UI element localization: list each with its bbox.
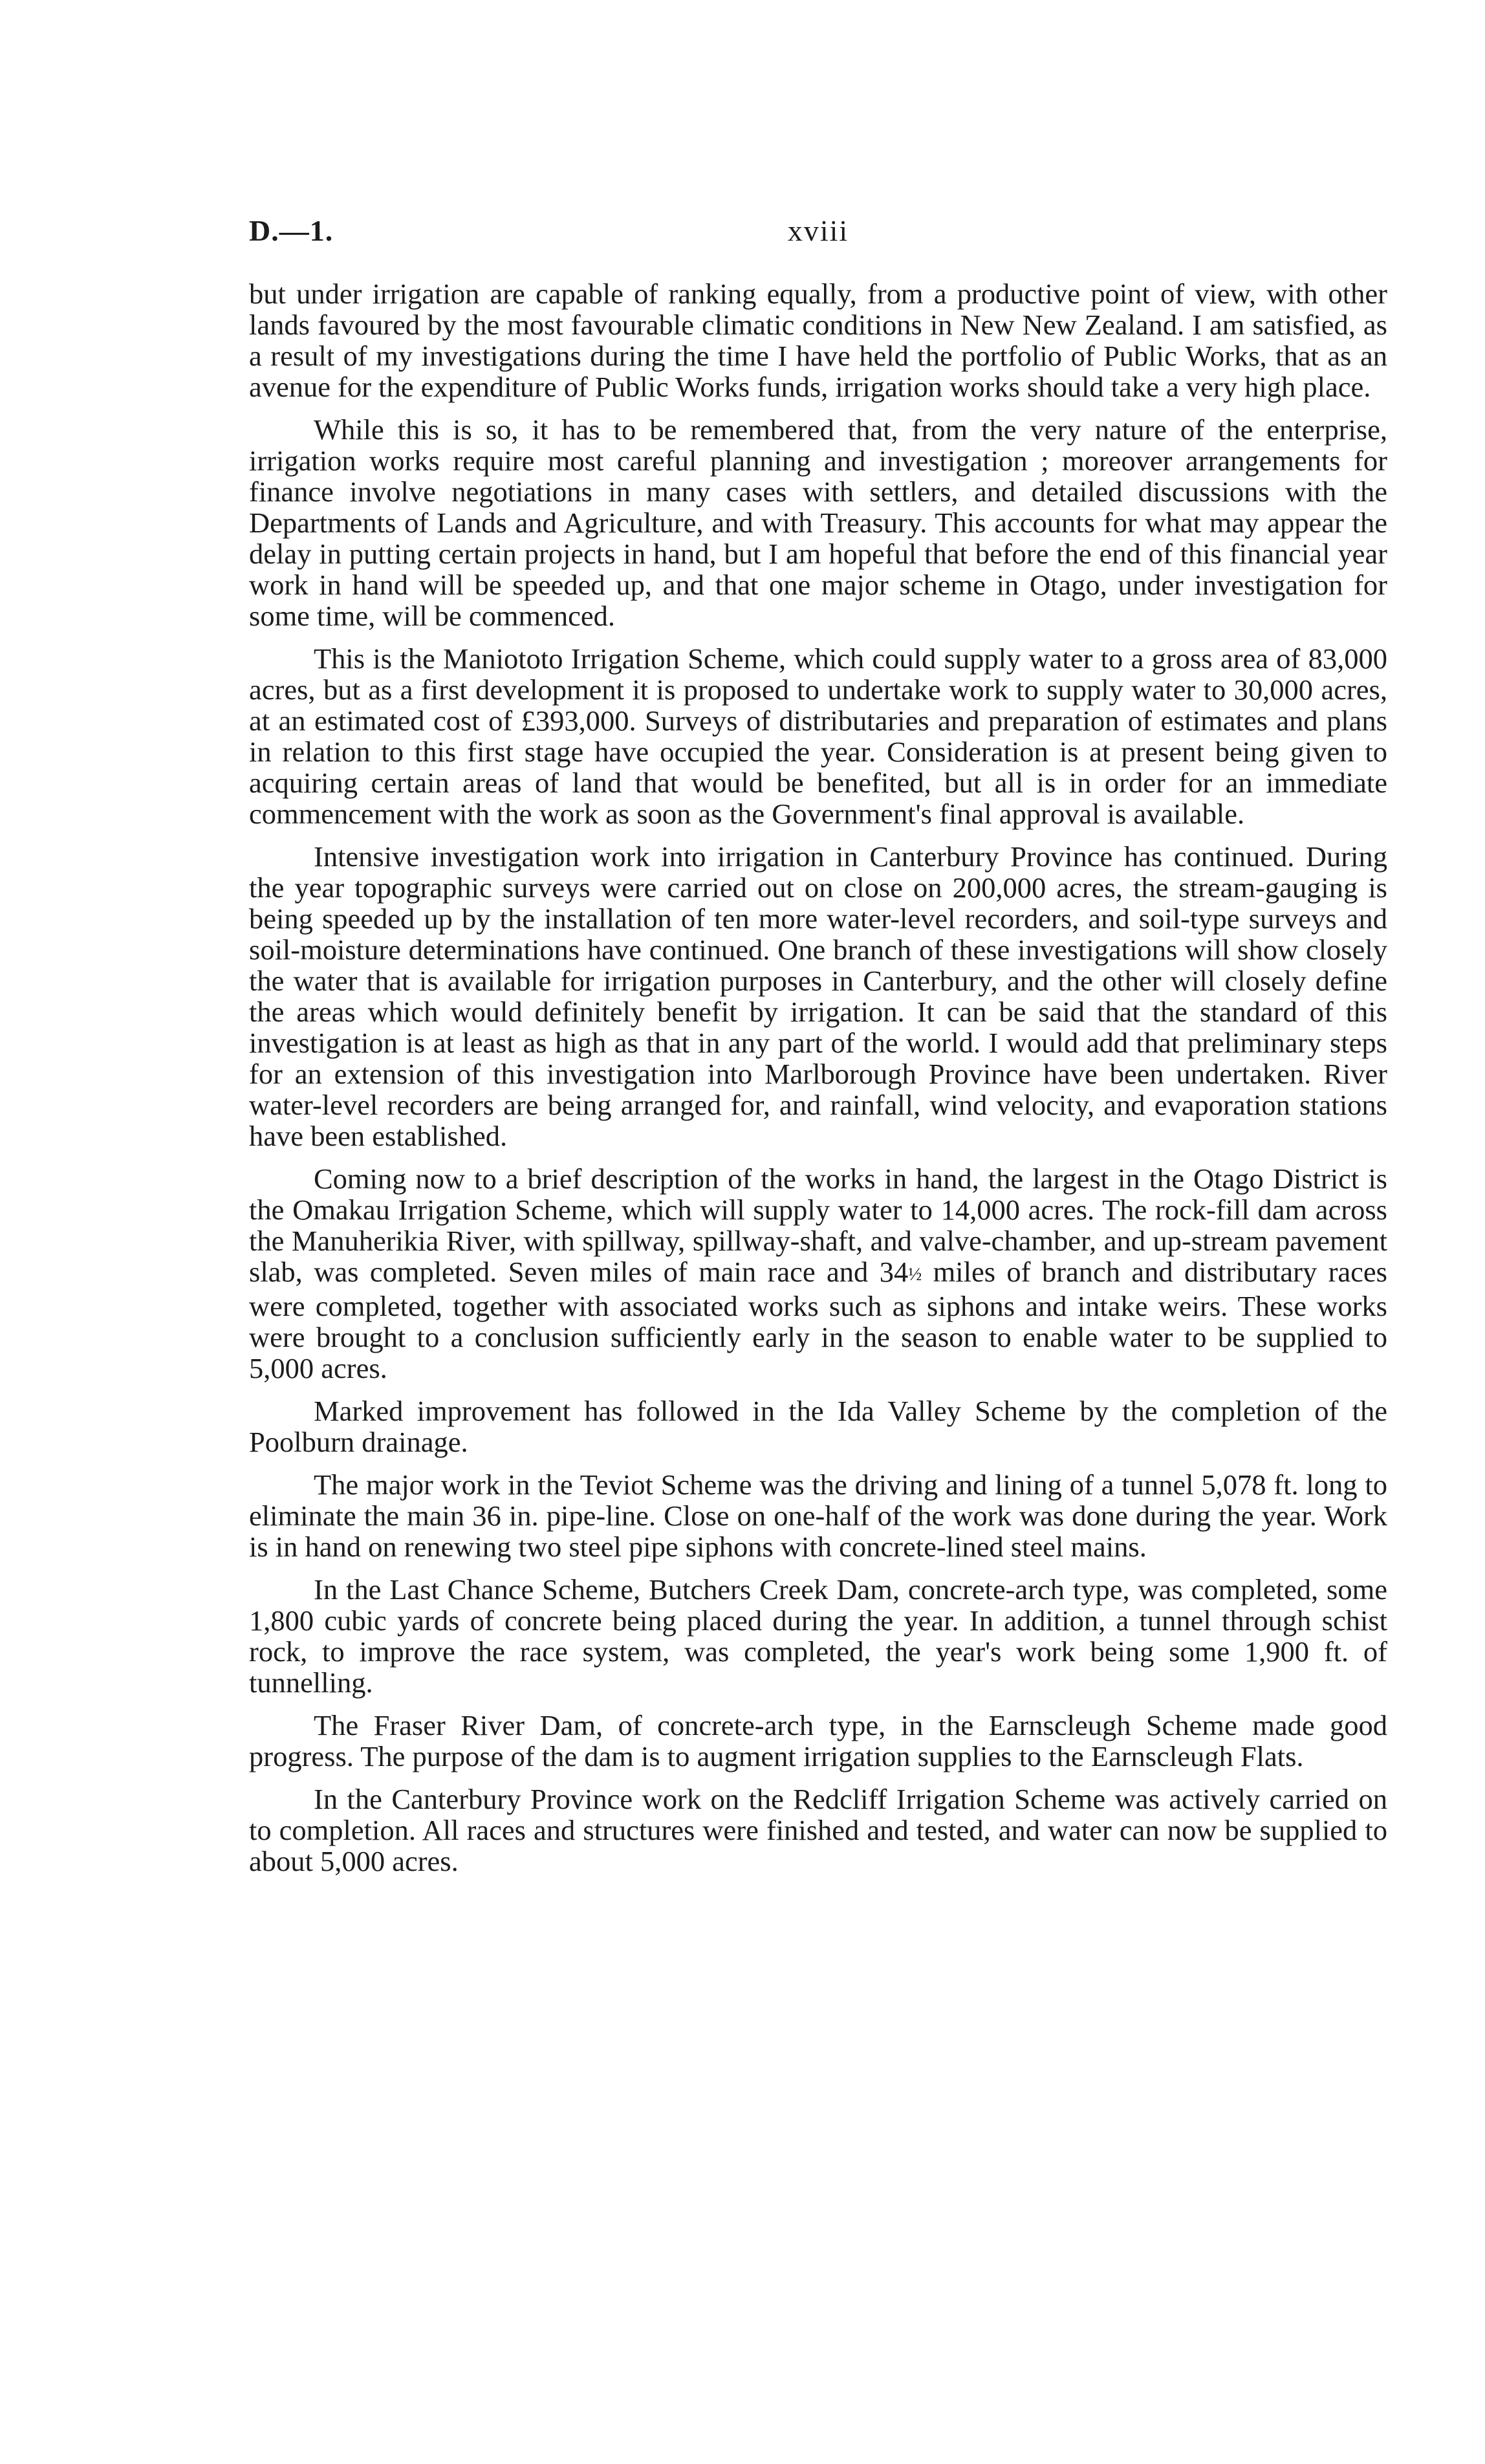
page-number: xviii bbox=[787, 214, 849, 247]
paragraph: but under irrigation are capable of ranking equally, from a productive point of view, with other lands favoured by the most favourable climatic conditions in New New Zealand. I am satisfied, as a result of my investigations during the time I have held the portfolio of Public Works, that as an avenue for the expenditure of Public Works funds, irrigation works should take a very high place. bbox=[249, 278, 1387, 403]
fraction: ½ bbox=[908, 1264, 922, 1285]
document-code: D.—1. bbox=[249, 214, 334, 247]
running-header bbox=[249, 213, 1387, 252]
paragraph: In the Canterbury Province work on the Redcliff Irrigation Scheme was actively carried on to completion. All races and structures were finished and tested, and water can now be supplied to about 5,000 acres. bbox=[249, 1782, 1387, 1877]
body-text bbox=[249, 278, 1387, 1877]
paragraph: The major work in the Teviot Scheme was the driving and lining of a tunnel 5,078 ft. long to eliminate the main 36 in. pipe-line. Close on one-half of the work was done during the year. Work is in hand on renewing two steel pipe siphons with concrete-lined steel mains. bbox=[249, 1468, 1387, 1563]
paragraph bbox=[249, 1163, 1387, 1384]
paragraph: This is the Maniototo Irrigation Scheme, which could supply water to a gross area of 83,000 acres, but as a first development it is proposed to undertake work to supply water to 30,000 acres, at an estimated cost of £393,000. Surveys of distributaries and preparation of estimates and plans in relation to this first stage have occupied the year. Consideration is at present being given to acquiring certain areas of land that would be benefited, but all is in order for an immediate commencement with the work as soon as the Government's final approval is available. bbox=[249, 642, 1387, 830]
paragraph: Intensive investigation work into irrigation in Canterbury Province has continued. During the year topographic surveys were carried out on close on 200,000 acres, the stream-gauging is being speeded up by the installation of ten more water-level recorders, and soil-type surveys and soil-moisture determinations have continued. One branch of these investigations will show closely the water that is available for irrigation purposes in Canterbury, and the other will closely define the areas which would definitely benefit by irrigation. It can be said that the standard of this investigation is at least as high as that in any part of the world. I would add that preliminary steps for an extension of this investigation into Marlborough Province have been undertaken. River water-level recorders are being arranged for, and rainfall, wind velocity, and evaporation stations have been established. bbox=[249, 840, 1387, 1152]
document-page bbox=[249, 213, 1387, 1888]
paragraph: In the Last Chance Scheme, Butchers Creek Dam, concrete-arch type, was completed, some 1,800 cubic yards of concrete being placed during the year. In addition, a tunnel through schist rock, to improve the race system, was completed, the year's work being some 1,900 ft. of tunnelling. bbox=[249, 1573, 1387, 1699]
paragraph-text-before: Coming now to a brief description of the works in hand, the largest in the Otago District is the Omakau Irrigation Scheme, which will supply water to 14,000 acres. The rock-fill dam across the Manuherikia River, with spillway, spillway-shaft, and valve-chamber, and up-stream pavement slab, was completed. Seven miles of main race and 34 bbox=[249, 1162, 1387, 1288]
paragraph-text-after: miles of branch and distributary races were completed, together with associated works such as siphons and intake weirs. These works were brought to a conclusion sufficiently early in the season to enable water to be supplied to 5,000 acres. bbox=[249, 1256, 1388, 1384]
paragraph: Marked improvement has followed in the Ida Valley Scheme by the completion of the Poolburn drainage. bbox=[249, 1394, 1387, 1458]
paragraph: The Fraser River Dam, of concrete-arch type, in the Earnscleugh Scheme made good progress. The purpose of the dam is to augment irrigation supplies to the Earnscleugh Flats. bbox=[249, 1708, 1387, 1772]
paragraph: While this is so, it has to be remembered that, from the very nature of the enterprise, irrigation works require most careful planning and investigation ; moreover arrangements for finance involve negotiations in many cases with settlers, and detailed discussions with the Departments of Lands and Agriculture, and with Treasury. This accounts for what may appear the delay in putting certain projects in hand, but I am hopeful that before the end of this financial year work in hand will be speeded up, and that one major scheme in Otago, under investigation for some time, will be commenced. bbox=[249, 413, 1387, 632]
